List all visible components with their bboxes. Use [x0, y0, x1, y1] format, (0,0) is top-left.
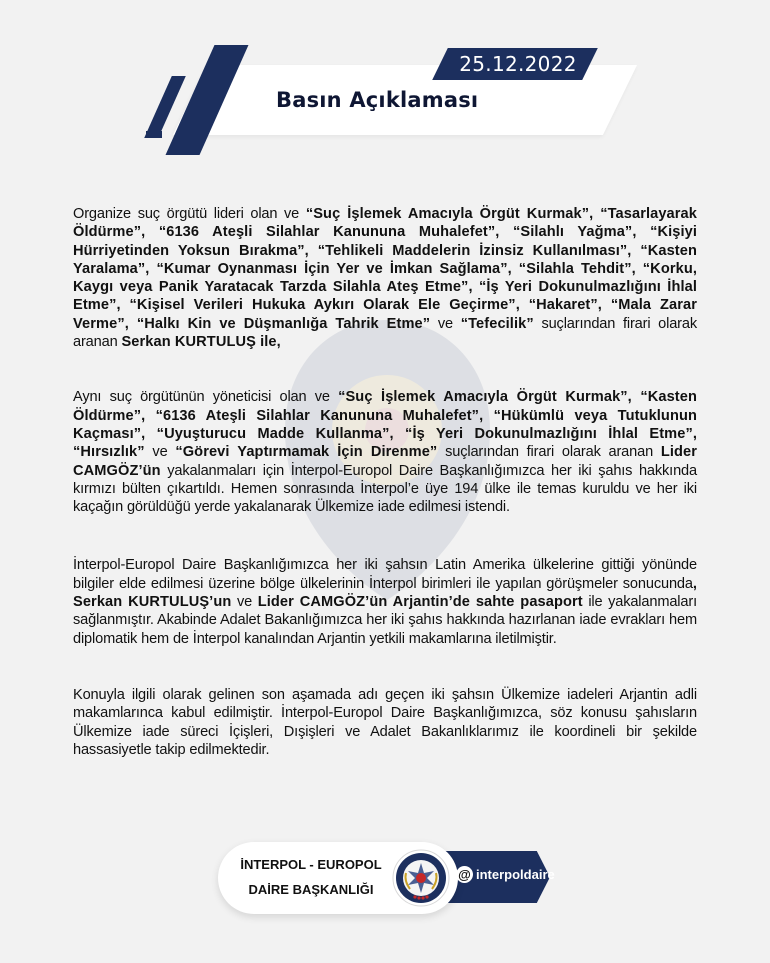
social-handle: [456, 866, 555, 883]
bold-text: , Serkan KURTULUŞ’un: [73, 575, 697, 611]
bold-text: Serkan KURTULUŞ ile,: [121, 334, 281, 351]
text: suçlarından firari olarak aranan: [73, 315, 697, 351]
bold-text: “Suç İşlemek Amacıyla Örgüt Kurmak”, “Tasarlayarak Öldürme”, “6136 Ateşli Silahlar Kanununa Muhalefet”, “Silahlı Yağma”, “Kişiyi Hürriyetinden Yoksun Bırakma”, “Tehlikeli Maddelerin İzinsiz Kullanılması”, “Kasten Yaralama”, “Kumar Oynanması İçin Yer ve İmkan Sağlama”, “Silahla Tehdit”, “Korku, Kaygı veya Panik Yaratacak Tarzda Silahla Ateş Etme”, “İş Yeri Dokunulmazlığını İhlal Etme”, “Kişisel Verileri Hukuka Aykırı Olarak Ele Geçirme”, “Hakaret”, “Mala Zarar Verme”, “Halkı Kin ve Düşmanlığa Tahrik Etme”: [73, 206, 697, 332]
text: yakalanmaları için İnterpol-Europol Daire Başkanlığımızca her iki şahıs hakkında kırmızı bülten çıkartıldı. Hemen sonrasında İnterpol’e üye 194 ülke ile temas kuruldu ve her iki kaçağın görüldüğü yerde yakalanarak Ülkemize iade edilmesi istendi.: [73, 462, 697, 516]
paragraph-1: [73, 205, 697, 351]
text: İnterpol-Europol Daire Başkanlığımızca her iki şahsın Latin Amerika ülkelerine gittiği yönünde bilgiler elde edilmesi üzerine bölge ülkelerinin İnterpol birimleri ile yapılan görüşmeler sonucunda: [73, 557, 697, 592]
text: ve: [231, 594, 258, 611]
at-icon: @: [456, 866, 473, 883]
bold-text: Lider CAMGÖZ’ün Arjantin’de sahte pasaport: [257, 594, 583, 611]
text: ile yakalanmaları sağlanmıştır. Akabinde Adalet Bakanlığımızca her iki şahıs hakkında hazırlanan iade evrakları hem diplomatik hem de İnterpol kanalından Arjantin yetkili makamlarına iletilmiştir.: [73, 594, 697, 647]
date-text: 25.12.2022: [459, 52, 577, 76]
text: Organize suç örgütü lideri olan ve: [73, 206, 306, 222]
bold-text: “Tefecilik”: [460, 315, 534, 332]
bold-text: “Suç İşlemek Amacıyla Örgüt Kurmak”, “Kasten Öldürme”, “6136 Ateşli Silahlar Kanununa Muhalefet”, “Hükümlü veya Tutuklunun Kaçması”, “Uyuşturucu Madde Kullanma”, “İş Yeri Dokunulmazlığını İhlal Etme”, “Hırsızlık”: [73, 389, 697, 461]
org-name-line2: DAİRE BAŞKANLIĞI: [248, 882, 374, 897]
bold-text: “Görevi Yaptırmamak İçin Direnme”: [175, 444, 438, 461]
paragraph-2: [73, 388, 697, 516]
text: suçlarından firari olarak aranan: [437, 444, 661, 461]
press-release-body: [73, 205, 697, 759]
bold-text: Lider CAMGÖZ’ün: [73, 444, 697, 479]
text: ve: [430, 315, 461, 332]
police-emblem-icon: [392, 849, 450, 907]
text: Aynı suç örgütünün yöneticisi olan ve: [73, 389, 339, 406]
decorative-stripe-foot: [146, 131, 162, 138]
text: Konuyla ilgili olarak gelinen son aşamada adı geçen iki şahsın Ülkemize iadeleri Arjantin adli makamlarınca kabul edilmiştir. İnterpol-Europol Daire Başkanlığımızca, söz konusu şahısların Ülkemize iade süreci İçişleri, Dışişleri ve Adalet Bakanlıklarımız ile koordineli bir şekilde hassasiyetle takip edilmektedir.: [73, 686, 697, 758]
paragraph-3: [73, 556, 697, 647]
org-name-line1: İNTERPOL - EUROPOL: [240, 857, 382, 872]
text: ve: [144, 444, 176, 461]
social-handle-text: interpoldaire: [476, 867, 555, 882]
paragraph-4: [73, 686, 697, 759]
page-title: Basın Açıklaması: [276, 88, 479, 112]
